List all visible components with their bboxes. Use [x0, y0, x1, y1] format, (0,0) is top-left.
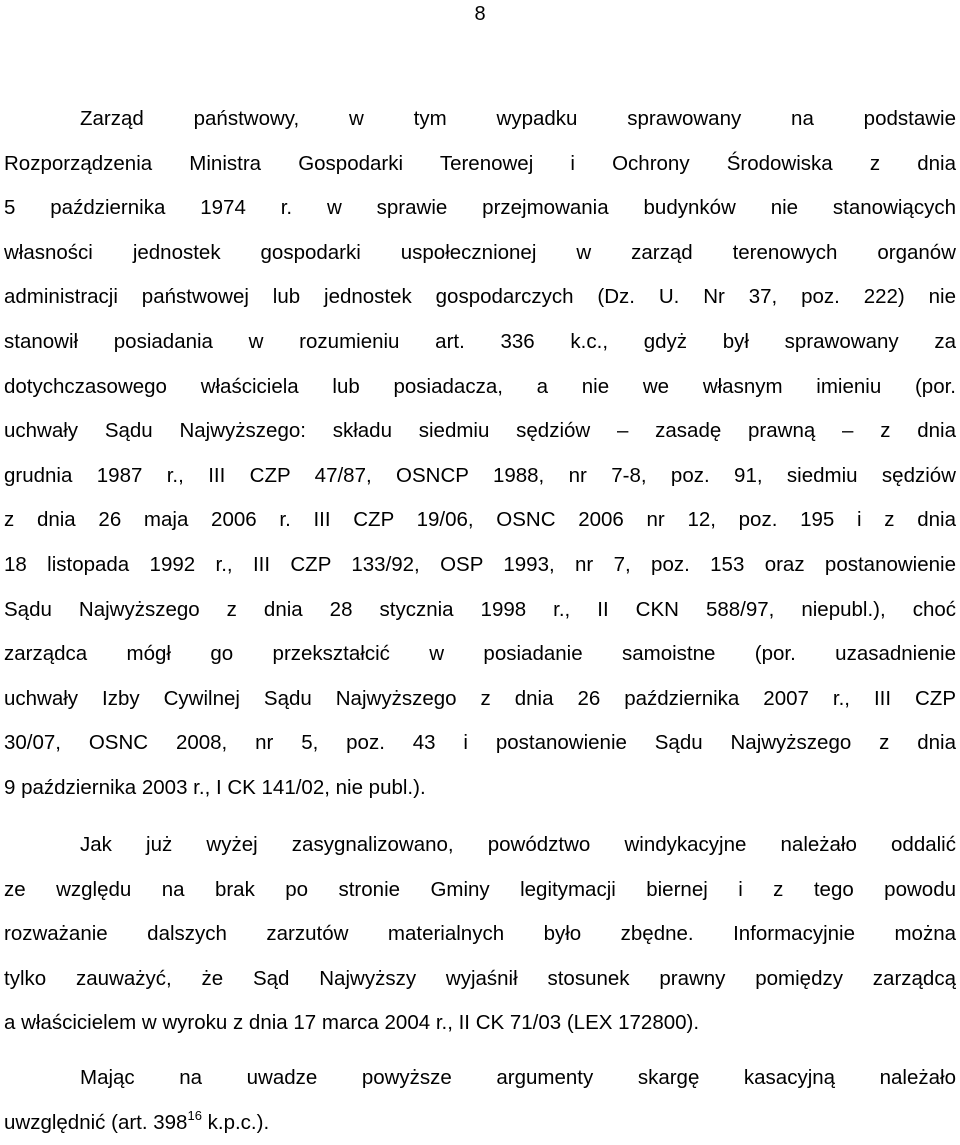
paragraph-line: 30/07, OSNC 2008, nr 5, poz. 43 i postanowienie Sądu Najwyższego z dnia — [4, 731, 956, 755]
paragraph-line — [4, 1101, 956, 1145]
paragraph-text: uwzględnić (art. 398 — [4, 1110, 188, 1134]
paragraph-line: grudnia 1987 r., III CZP 47/87, OSNCP 1988, nr 7-8, poz. 91, siedmiu sędziów — [4, 463, 956, 487]
paragraph-3 — [4, 1056, 956, 1145]
paragraph-line: dotychczasowego właściciela lub posiadacza, a nie we własnym imieniu (por. — [4, 374, 956, 398]
paragraph-line: 18 listopada 1992 r., III CZP 133/92, OSP 1993, nr 7, poz. 153 oraz postanowienie — [4, 552, 956, 576]
paragraph-line: tylko zauważyć, że Sąd Najwyższy wyjaśnił stosunek prawny pomiędzy zarządcą — [4, 966, 956, 990]
paragraph-line: 9 października 2003 r., I CK 141/02, nie publ.). — [4, 775, 426, 799]
paragraph-text: k.p.c.). — [201, 1110, 270, 1134]
paragraph-1 — [4, 97, 956, 811]
paragraph-2 — [4, 823, 956, 1046]
superscript: 16 — [187, 1107, 202, 1123]
paragraph-line: a właścicielem w wyroku z dnia 17 marca 2004 r., II CK 71/03 (LEX 172800). — [4, 1011, 700, 1035]
paragraph-line: Rozporządzenia Ministra Gospodarki Terenowej i Ochrony Środowiska z dnia — [4, 151, 956, 175]
paragraph-line: stanowił posiadania w rozumieniu art. 336 k.c., gdyż był sprawowany za — [4, 329, 956, 353]
paragraph-line: rozważanie dalszych zarzutów materialnych było zbędne. Informacyjnie można — [4, 922, 956, 946]
paragraph-line: zarządca mógł go przekształcić w posiadanie samoistne (por. uzasadnienie — [4, 642, 956, 666]
paragraph-line: z dnia 26 maja 2006 r. III CZP 19/06, OSNC 2006 nr 12, poz. 195 i z dnia — [4, 508, 956, 532]
paragraph-line: Mając na uwadze powyższe argumenty skargę kasacyjną należało — [80, 1066, 956, 1089]
paragraph-line: Zarząd państwowy, w tym wypadku sprawowany na podstawie — [80, 107, 956, 130]
paragraph-line: Jak już wyżej zasygnalizowano, powództwo windykacyjne należało oddalić — [80, 833, 956, 856]
paragraph-line: Sądu Najwyższego z dnia 28 stycznia 1998 r., II CKN 588/97, niepubl.), choć — [4, 597, 956, 621]
page-number: 8 — [474, 3, 486, 25]
paragraph-line: własności jednostek gospodarki uspołecznionej w zarząd terenowych organów — [4, 240, 956, 264]
paragraph-line: ze względu na brak po stronie Gminy legitymacji biernej i z tego powodu — [4, 877, 956, 901]
paragraph-line: uchwały Sądu Najwyższego: składu siedmiu sędziów – zasadę prawną – z dnia — [4, 419, 956, 443]
paragraph-line: uchwały Izby Cywilnej Sądu Najwyższego z dnia 26 października 2007 r., III CZP — [4, 686, 956, 710]
paragraph-line: administracji państwowej lub jednostek gospodarczych (Dz. U. Nr 37, poz. 222) nie — [4, 285, 956, 309]
paragraph-line: 5 października 1974 r. w sprawie przejmowania budynków nie stanowiących — [4, 196, 956, 220]
